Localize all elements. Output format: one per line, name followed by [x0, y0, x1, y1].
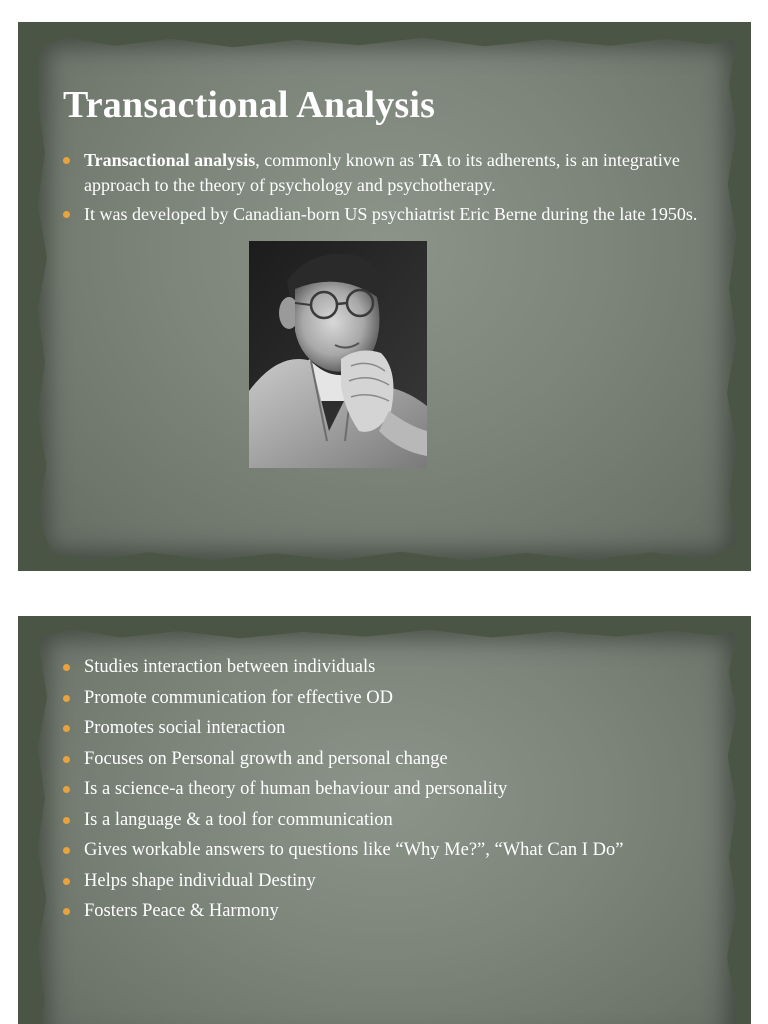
list-item [63, 686, 683, 711]
bullet-text: Fosters Peace & Harmony [84, 901, 279, 921]
bullet-text: , commonly known as [255, 150, 419, 170]
portrait-photo [249, 241, 427, 468]
bullet-icon [63, 908, 70, 915]
list-item [63, 869, 683, 894]
bullet-icon [63, 157, 70, 164]
bullet-icon [63, 786, 70, 793]
bullet-icon [63, 664, 70, 671]
bullet-text: Gives workable answers to questions like “Why Me?”, “What Can I Do” [84, 840, 624, 860]
list-item [63, 716, 683, 741]
list-item [63, 655, 683, 680]
bullet-icon [63, 878, 70, 885]
bullet-icon [63, 725, 70, 732]
bullet-icon [63, 211, 70, 218]
list-item [63, 148, 703, 198]
slide-2-bullet-list [63, 655, 683, 930]
list-item [63, 899, 683, 924]
bold-term: TA [418, 150, 443, 170]
bullet-text: Is a language & a tool for communication [84, 809, 393, 830]
bullet-text: Helps shape individual Destiny [84, 870, 316, 891]
bullet-text: Promotes social interaction [84, 718, 286, 738]
list-item [63, 202, 703, 227]
list-item [63, 808, 683, 833]
list-item [63, 777, 683, 802]
bullet-icon [63, 847, 70, 854]
slide-1-bullet-list [63, 148, 703, 231]
bullet-text: Is a science-a theory of human behaviour and personality [84, 779, 508, 799]
bullet-text: It was developed by Canadian-born US psychiatrist Eric Berne during the late 1950s. [84, 204, 698, 224]
bullet-text: Promote communication for effective OD [84, 687, 393, 708]
slide-title: Transactional Analysis [63, 84, 436, 126]
bullet-icon [63, 756, 70, 763]
bullet-text: to its adherents, is an integrative approach to the theory of psychology and psychotherapy. [84, 150, 680, 195]
list-item [63, 747, 683, 772]
bullet-text: Focuses on Personal growth and personal change [84, 748, 448, 769]
bullet-icon [63, 695, 70, 702]
bold-term: Transactional analysis [84, 150, 256, 170]
bullet-icon [63, 817, 70, 824]
portrait-image [249, 241, 427, 468]
list-item [63, 838, 683, 863]
bullet-text: Studies interaction between individuals [84, 657, 376, 677]
